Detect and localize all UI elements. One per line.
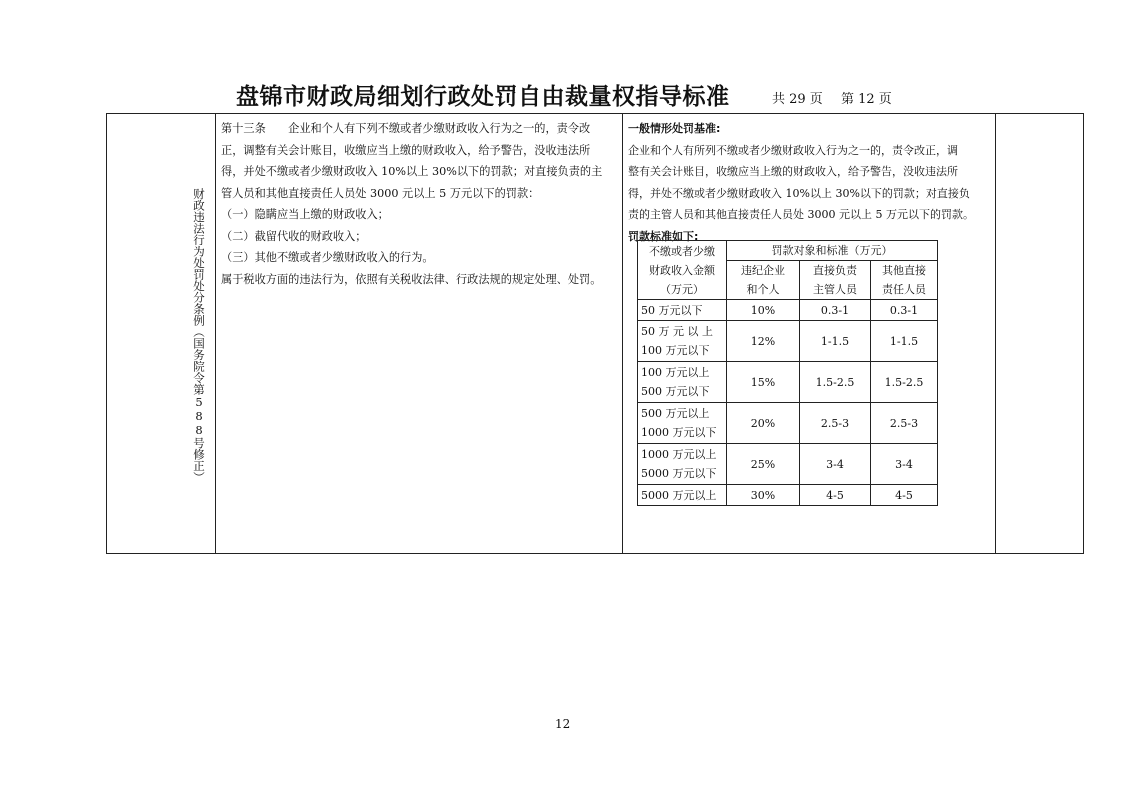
header-col-cell: 其他直接 责任人员 (871, 261, 938, 300)
other-fine-cell: 4-5 (871, 485, 938, 506)
article-line: （一）隐瞒应当上缴的财政收入； (221, 208, 389, 221)
benchmark-body (628, 140, 994, 226)
article-line: （三）其他不缴或者少缴财政收入的行为。 (221, 251, 434, 264)
other-fine-cell: 1-1.5 (871, 321, 938, 362)
page-info (772, 88, 892, 107)
table-row (638, 444, 938, 485)
company-rate-cell: 15% (727, 362, 800, 403)
header-group-cell: 罚款对象和标准（万元） (727, 241, 938, 261)
amount-cell: 50 万 元 以 上 100 万元以下 (638, 321, 727, 362)
column-divider-1 (215, 114, 216, 553)
other-fine-cell: 1.5-2.5 (871, 362, 938, 403)
standard-heading: 罚款标准如下: (628, 229, 699, 243)
benchmark-line: 整有关会计账目，收缴应当上缴的财政收入，给予警告，没收违法所 (628, 165, 958, 178)
table-row (638, 300, 938, 321)
table-row (638, 403, 938, 444)
other-fine-cell: 3-4 (871, 444, 938, 485)
header-col-cell: 直接负责 主管人员 (800, 261, 871, 300)
benchmark-line: 责的主管人员和其他直接责任人员处 3000 元以上 5 万元以下的罚款。 (628, 208, 974, 221)
header-amount-cell: 不缴或者少缴 财政收入金额 （万元） (638, 241, 727, 300)
article-line: 得，并处不缴或者少缴财政收入 10%以上 30%以下的罚款；对直接负责的主 (221, 165, 603, 178)
manager-fine-cell: 1.5-2.5 (800, 362, 871, 403)
header-col-cell: 违纪企业 和个人 (727, 261, 800, 300)
benchmark-line: 企业和个人有所列不缴或者少缴财政收入行为之一的，责令改正，调 (628, 143, 958, 157)
company-rate-cell: 10% (727, 300, 800, 321)
company-rate-cell: 20% (727, 403, 800, 444)
penalty-table (637, 240, 938, 506)
amount-cell: 100 万元以上 500 万元以下 (638, 362, 727, 403)
benchmark-heading: 一般情形处罚基准: (628, 122, 721, 135)
manager-fine-cell: 1-1.5 (800, 321, 871, 362)
page-total: 共 29 页 (772, 92, 823, 107)
table-row (638, 362, 938, 403)
company-rate-cell: 30% (727, 485, 800, 506)
article-line: 管人员和其他直接责任人员处 3000 元以上 5 万元以下的罚款： (221, 186, 540, 200)
benchmark-text (628, 118, 994, 247)
manager-fine-cell: 3-4 (800, 444, 871, 485)
main-table-frame (106, 113, 1084, 554)
article-line: 第十三条 企业和个人有下列不缴或者少缴财政收入行为之一的，责令改 (221, 122, 591, 135)
manager-fine-cell: 2.5-3 (800, 403, 871, 444)
article-line: 正，调整有关会计账目，收缴应当上缴的财政收入，给予警告，没收违法所 (221, 143, 591, 157)
other-fine-cell: 2.5-3 (871, 403, 938, 444)
other-fine-cell: 0.3-1 (871, 300, 938, 321)
amount-cell: 500 万元以上 1000 万元以下 (638, 403, 727, 444)
amount-cell: 5000 万元以上 (638, 485, 727, 506)
manager-fine-cell: 4-5 (800, 485, 871, 506)
benchmark-line: 得，并处不缴或者少缴财政收入 10%以上 30%以下的罚款；对直接负 (628, 186, 970, 200)
article-text (221, 118, 619, 290)
table-row (638, 321, 938, 362)
table-row (638, 485, 938, 506)
table-header-row (638, 241, 938, 261)
column-divider-3 (995, 114, 996, 553)
company-rate-cell: 25% (727, 444, 800, 485)
article-line: 属于税收方面的违法行为，依照有关税收法律、行政法规的规定处理、处罚。 (221, 272, 602, 286)
amount-cell: 50 万元以下 (638, 300, 727, 321)
article-line: （二）截留代收的财政收入； (221, 229, 367, 243)
column-divider-2 (622, 114, 623, 553)
manager-fine-cell: 0.3-1 (800, 300, 871, 321)
company-rate-cell: 12% (727, 321, 800, 362)
page-title: 盘锦市财政局细划行政处罚自由裁量权指导标准 (236, 84, 730, 110)
amount-cell: 1000 万元以上 5000 万元以下 (638, 444, 727, 485)
page-current: 第 12 页 (840, 92, 892, 107)
legal-basis-label: 财政违法行为处罚处分条例（国务院令第588号修正） (192, 188, 206, 483)
page-number: 12 (555, 717, 571, 731)
